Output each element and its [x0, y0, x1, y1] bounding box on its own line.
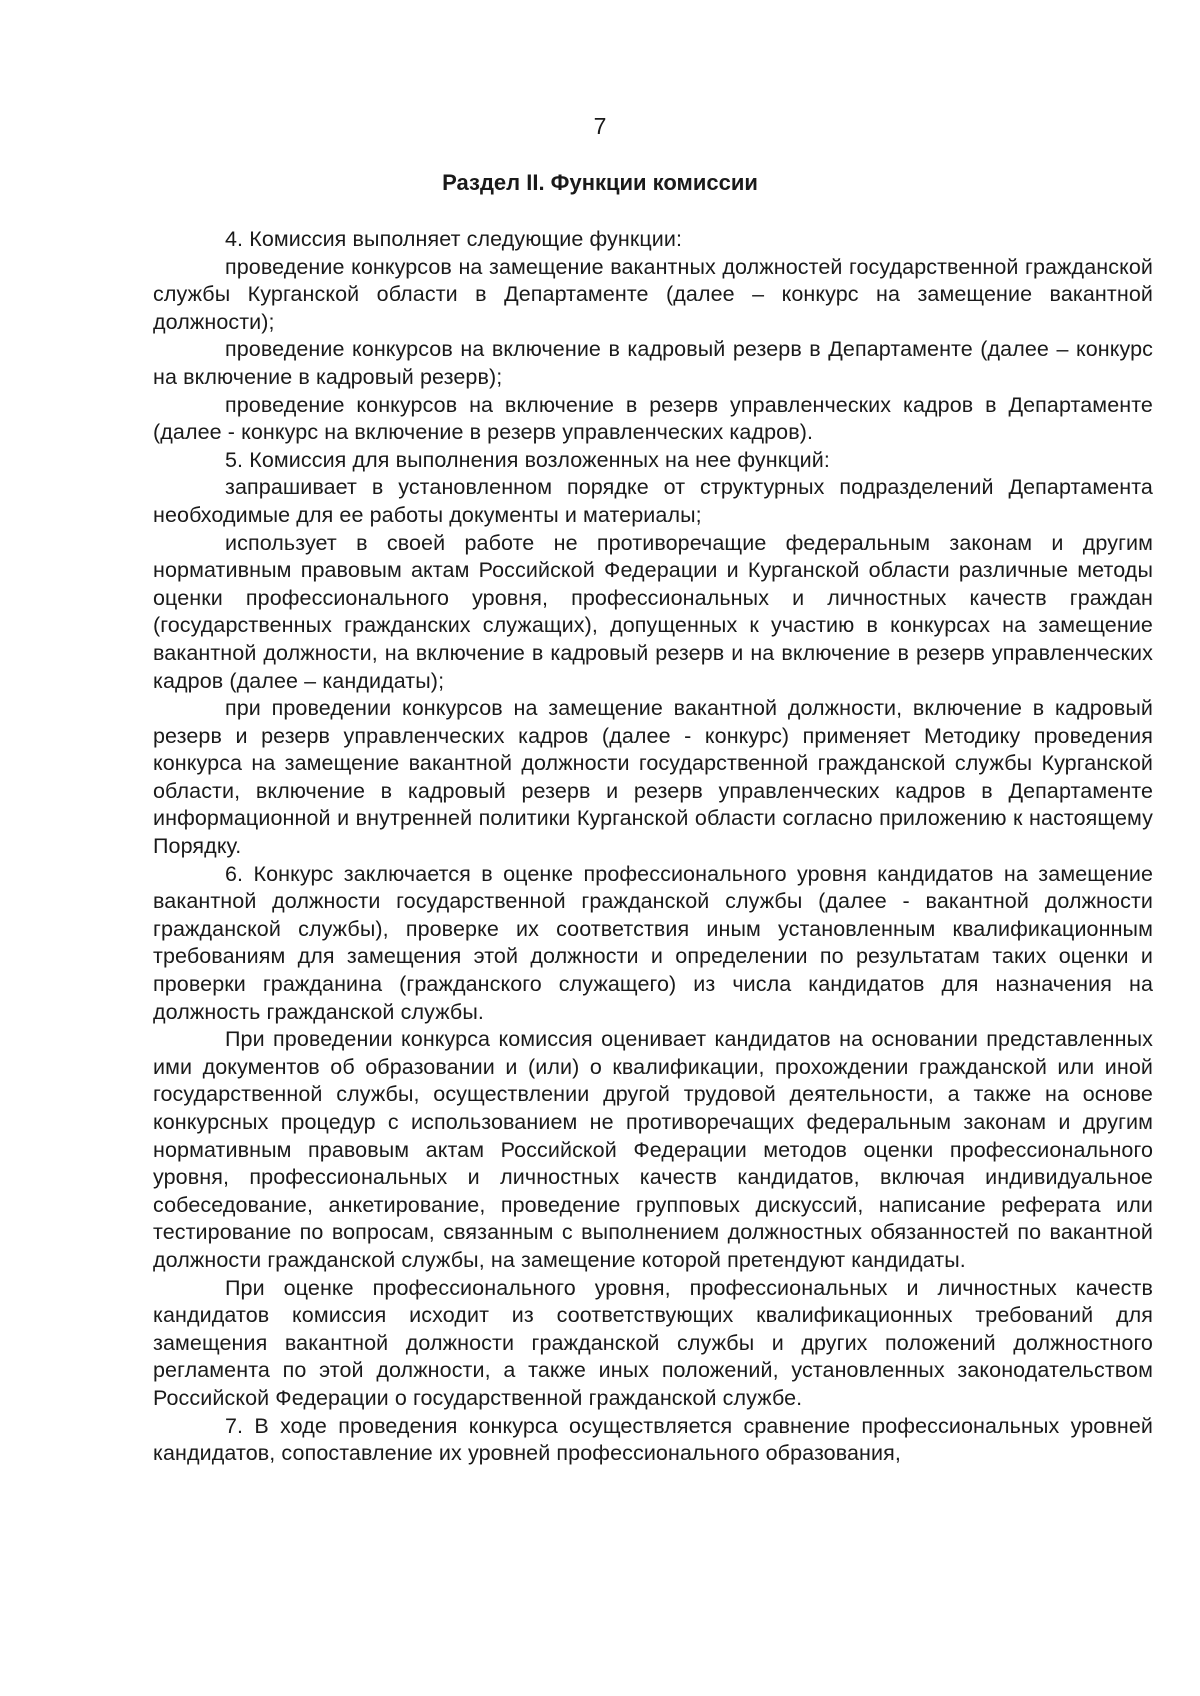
paragraph: 4. Комиссия выполняет следующие функции:	[225, 227, 683, 251]
paragraph: использует в своей работе не противоречащие федеральным законам и другим нормативным правовым актам Российской Федерации и Курганской области различные методы оценки профессионального уровня, профессиональных и личностных качеств граждан (государственных гражданских служащих), допущенных к участию в конкурсах на замещение вакантной должности, на включение в кадровый резерв и на включение в резерв управленческих кадров (далее – кандидаты);	[153, 530, 1153, 693]
paragraph: проведение конкурсов на замещение вакантных должностей государственной гражданской службы Курганской области в Департаменте (далее – конкурс на замещение вакантной должности);	[153, 254, 1153, 334]
paragraph: При проведении конкурса комиссия оценивает кандидатов на основании представленных ими документов об образовании и (или) о квалификации, прохождении гражданской или иной государственной службы, осуществлении другой трудовой деятельности, а также на основе конкурсных процедур с использованием не противоречащих федеральным законам и другим нормативным правовым актам Российской Федерации методов оценки профессионального уровня, профессиональных и личностных качеств кандидатов, включая индивидуальное собеседование, анкетирование, проведение групповых дискуссий, написание реферата или тестирование по вопросам, связанным с выполнением должностных обязанностей по вакантной должности гражданской службы, на замещение которой претендуют кандидаты.	[153, 1027, 1153, 1272]
paragraph: 5. Комиссия для выполнения возложенных на нее функций:	[225, 447, 830, 472]
paragraph: проведение конкурсов на включение в кадровый резерв в Департаменте (далее – конкурс на включение в кадровый резерв);	[153, 337, 1153, 389]
paragraph: проведение конкурсов на включение в резерв управленческих кадров в Департаменте (далее - конкурс на включение в резерв управленческих кадров).	[153, 392, 1153, 445]
paragraph: 6. Конкурс заключается в оценке профессионального уровня кандидатов на замещение вакантной должности государственной гражданской службы (далее - вакантной должности гражданской службы), проверке их соответствия иным установленным квалификационным требованиям для замещения этой должности и определении по результатам таких оценки и проверки гражданина (гражданского служащего) из числа кандидатов для назначения на должность гражданской службы.	[153, 861, 1153, 1024]
page-number: 7	[593, 113, 607, 139]
paragraph: 7. В ходе проведения конкурса осуществляется сравнение профессиональных уровней кандидатов, сопоставление их уровней профессионального образования,	[153, 1413, 1153, 1466]
paragraph: при проведении конкурсов на замещение вакантной должности, включение в кадровый резерв и резерв управленческих кадров (далее - конкурс) применяет Методику проведения конкурса на замещение вакантной должности государственной гражданской службы Курганской области, включение в кадровый резерв и резерв управленческих кадров в Департаменте информационной и внутренней политики Курганской области согласно приложению к настоящему Порядку.	[153, 696, 1153, 859]
paragraph: При оценке профессионального уровня, профессиональных и личностных качеств кандидатов комиссия исходит из соответствующих квалификационных требований для замещения вакантной должности гражданской службы и других положений должностного регламента по этой должности, а также иных положений, установленных законодательством Российской Федерации о государственной гражданской службе.	[153, 1275, 1153, 1410]
document-body	[153, 226, 1153, 1468]
section-title: Раздел II. Функции комиссии	[442, 170, 758, 195]
paragraph: запрашивает в установленном порядке от структурных подразделений Департамента необходимые для ее работы документы и материалы;	[153, 475, 1153, 527]
